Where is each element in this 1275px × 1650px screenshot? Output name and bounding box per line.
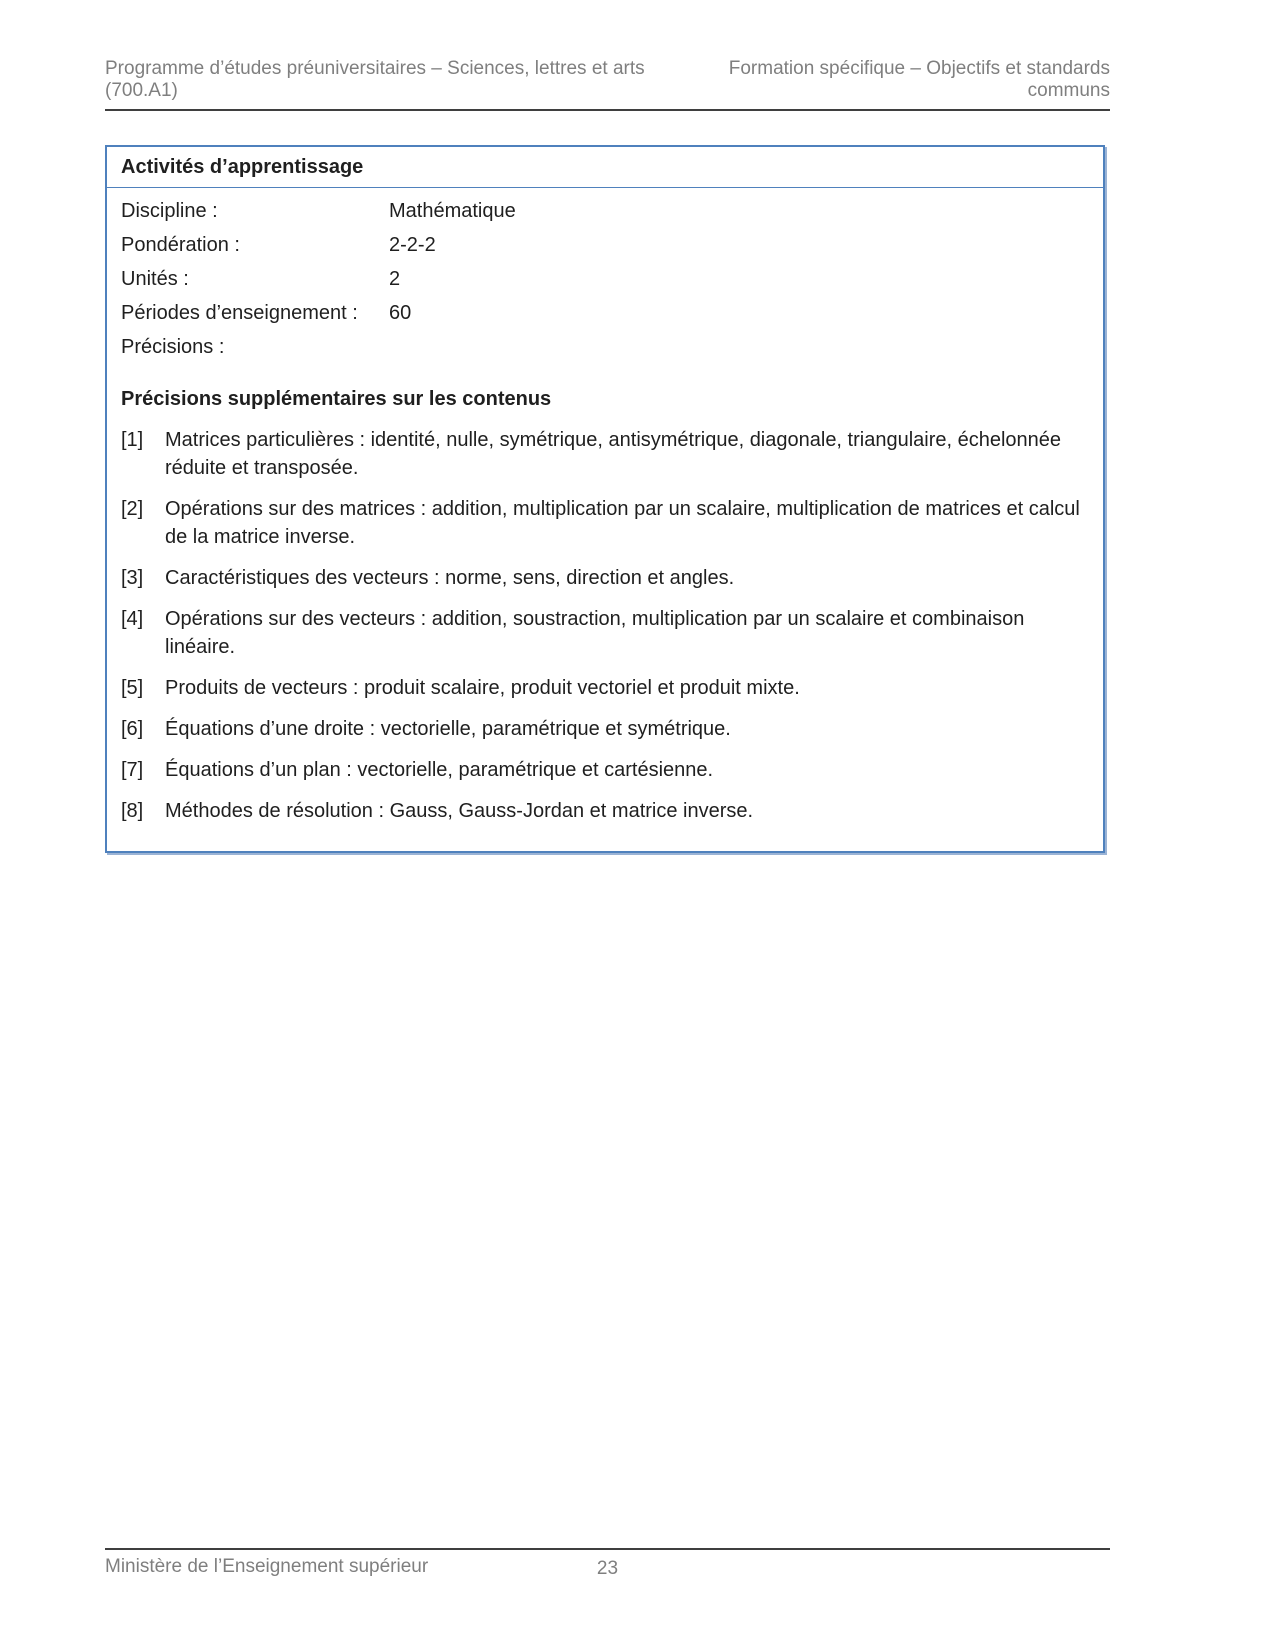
box-title: Activités d’apprentissage — [107, 147, 1103, 188]
field-discipline — [121, 194, 1089, 228]
item-number: [8] — [121, 800, 144, 822]
field-ponderation — [121, 228, 1089, 262]
box-body — [107, 188, 1103, 851]
field-precisions — [121, 330, 1089, 364]
field-label: Unités : — [121, 268, 189, 290]
field-periodes — [121, 296, 1089, 330]
field-value — [389, 330, 1089, 364]
item-text: Matrices particulières : identité, nulle, symétrique, antisymétrique, diagonale, triangulaire, échelonnée réduite et transposée. — [165, 429, 1062, 479]
list-item — [121, 674, 1089, 702]
field-label: Discipline : — [121, 200, 218, 222]
item-number: [5] — [121, 677, 144, 699]
header-left-title: Programme d’études préuniversitaires – Sciences, lettres et arts (700.A1) — [105, 58, 645, 101]
field-value: Mathématique — [389, 200, 516, 222]
field-value: 2-2-2 — [389, 234, 436, 256]
list-item — [121, 715, 1089, 743]
item-number: [6] — [121, 718, 144, 740]
list-item — [121, 605, 1089, 661]
list-item — [121, 756, 1089, 784]
field-unites — [121, 262, 1089, 296]
field-value: 60 — [389, 302, 412, 324]
item-number: [7] — [121, 759, 144, 781]
item-text: Opérations sur des matrices : addition, multiplication par un scalaire, multiplication de matrices et calcul de la matrice inverse. — [165, 498, 1080, 548]
field-label: Précisions : — [121, 336, 225, 358]
contents-subheading: Précisions supplémentaires sur les contenus — [121, 388, 552, 410]
list-item — [121, 797, 1089, 825]
page-header — [105, 58, 1110, 111]
list-item — [121, 564, 1089, 592]
page-footer — [105, 1548, 1110, 1578]
footer-ministry-label: Ministère de l’Enseignement supérieur — [105, 1556, 429, 1577]
list-item — [121, 426, 1089, 482]
item-number: [3] — [121, 567, 144, 589]
item-number: [1] — [121, 429, 144, 451]
item-text: Opérations sur des vecteurs : addition, soustraction, multiplication par un scalaire et combinaison linéaire. — [165, 608, 1025, 658]
item-text: Équations d’une droite : vectorielle, paramétrique et symétrique. — [165, 718, 731, 740]
list-item — [121, 495, 1089, 551]
field-label: Pondération : — [121, 234, 240, 256]
item-number: [2] — [121, 498, 144, 520]
item-text: Produits de vecteurs : produit scalaire, produit vectoriel et produit mixte. — [165, 677, 800, 699]
header-right-title: Formation spécifique – Objectifs et standards communs — [728, 58, 1110, 101]
page-number: 23 — [596, 1558, 619, 1579]
item-text: Méthodes de résolution : Gauss, Gauss-Jordan et matrice inverse. — [165, 800, 754, 822]
field-label: Périodes d’enseignement : — [121, 302, 358, 324]
learning-activities-box — [105, 145, 1105, 853]
item-text: Équations d’un plan : vectorielle, paramétrique et cartésienne. — [165, 759, 714, 781]
item-text: Caractéristiques des vecteurs : norme, sens, direction et angles. — [165, 567, 735, 589]
item-number: [4] — [121, 608, 144, 630]
field-value: 2 — [389, 268, 401, 290]
